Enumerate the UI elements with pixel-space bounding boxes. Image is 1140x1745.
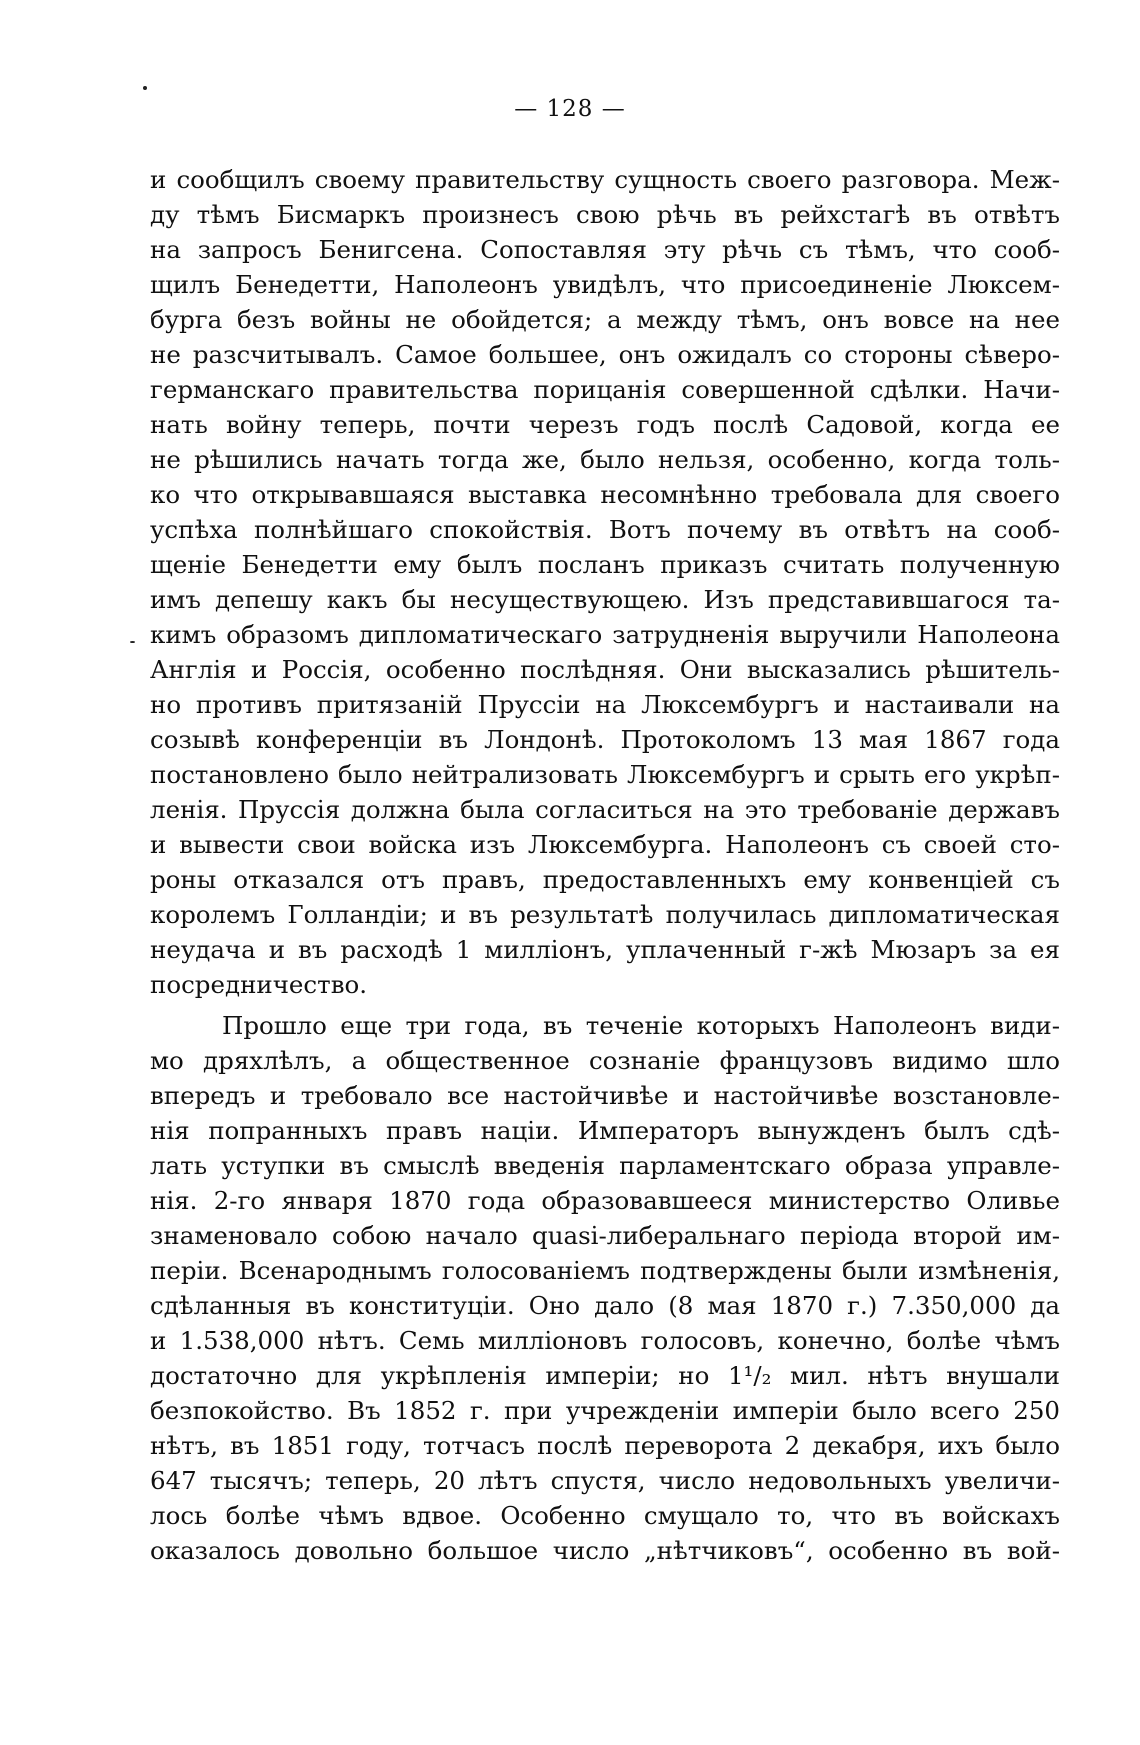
text-line: щилъ Бенедетти, Наполеонъ увидѣлъ, что присоединеніе Люксем-	[150, 270, 1060, 299]
page-number: — 128 —	[514, 96, 626, 122]
text-line: сдѣланныя въ конституціи. Оно дало (8 мая 1870 г.) 7.350,000 да	[150, 1291, 1060, 1320]
text-line: германскаго правительства порицанія совершенной сдѣлки. Начи-	[150, 375, 1060, 404]
text-line: достаточно для укрѣпленія имперіи; но 1¹/₂ мил. нѣтъ внушали	[150, 1361, 1060, 1390]
text-line: бурга безъ войны не обойдется; а между тѣмъ, онъ вовсе на нее	[150, 305, 1060, 334]
text-line: королемъ Голландіи; и въ результатѣ получилась дипломатическая	[150, 900, 1060, 929]
text-line: не рѣшились начать тогда же, было нельзя, особенно, когда толь-	[150, 445, 1060, 474]
text-line: и 1.538,000 нѣтъ. Семь милліоновъ голосовъ, конечно, болѣе чѣмъ	[150, 1326, 1060, 1355]
text-line: нать войну теперь, почти черезъ годъ послѣ Садовой, когда ее	[150, 410, 1060, 439]
text-line: имъ депешу какъ бы несуществующею. Изъ представившагося та-	[150, 585, 1060, 614]
text-line: на запросъ Бенигсена. Сопоставляя эту рѣчь съ тѣмъ, что сооб-	[150, 235, 1060, 264]
text-line: ко что открывавшаяся выставка несомнѣнно требовала для своего	[150, 480, 1060, 509]
text-line: 647 тысячъ; теперь, 20 лѣтъ спустя, число недовольныхъ увеличи-	[150, 1466, 1060, 1495]
text-line: не разсчитывалъ. Самое большее, онъ ожидалъ со стороны сѣверо-	[150, 340, 1060, 369]
ink-speck	[130, 641, 135, 643]
text-line: созывѣ конференціи въ Лондонѣ. Протоколомъ 13 мая 1867 года	[150, 725, 1060, 754]
text-line: Англія и Россія, особенно послѣдняя. Они высказались рѣшитель-	[150, 655, 1060, 684]
ink-speck	[143, 86, 147, 90]
text-line: посредничество.	[150, 970, 368, 999]
text-line: мо дряхлѣлъ, а общественное сознаніе французовъ видимо шло	[150, 1046, 1060, 1075]
text-line: постановлено было нейтрализовать Люксембургъ и срыть его укрѣп-	[150, 760, 1060, 789]
body-text	[150, 162, 1060, 1568]
text-line: знаменовало собою начало quasi-либеральнаго періода второй им-	[150, 1221, 1060, 1250]
text-line: періи. Всенароднымъ голосованіемъ подтверждены были измѣненія,	[150, 1256, 1060, 1285]
text-line: впередъ и требовало все настойчивѣе и настойчивѣе возстановле-	[150, 1081, 1060, 1110]
text-line: лать уступки въ смыслѣ введенія парламентскаго образа управле-	[150, 1151, 1060, 1180]
text-line: Прошло еще три года, въ теченіе которыхъ Наполеонъ види-	[222, 1011, 1060, 1040]
text-line: и вывести свои войска изъ Люксембурга. Наполеонъ съ своей сто-	[150, 830, 1060, 859]
paragraph	[150, 162, 1060, 1002]
text-line: ду тѣмъ Бисмаркъ произнесъ свою рѣчь въ рейхстагѣ въ отвѣтъ	[150, 200, 1060, 229]
text-line: нія. 2-го января 1870 года образовавшееся министерство Оливье	[150, 1186, 1060, 1215]
text-line: нѣтъ, въ 1851 году, тотчасъ послѣ переворота 2 декабря, ихъ было	[150, 1431, 1060, 1460]
text-line: оказалось довольно большое число „нѣтчиковъ“, особенно въ вой-	[150, 1536, 1060, 1565]
text-line: неудача и въ расходѣ 1 милліонъ, уплаченный г-жѣ Мюзаръ за ея	[150, 935, 1060, 964]
paragraph	[150, 1008, 1060, 1568]
text-line: и сообщилъ своему правительству сущность своего разговора. Меж-	[150, 165, 1060, 194]
text-line: безпокойство. Въ 1852 г. при учрежденіи имперіи было всего 250	[150, 1396, 1060, 1425]
text-line: успѣха полнѣйшаго спокойствія. Вотъ почему въ отвѣтъ на сооб-	[150, 515, 1060, 544]
text-line: щеніе Бенедетти ему былъ посланъ приказъ считать полученную	[150, 550, 1060, 579]
text-line: ленія. Пруссія должна была согласиться на это требованіе державъ	[150, 795, 1060, 824]
text-line: кимъ образомъ дипломатическаго затрудненія выручили Наполеона	[150, 620, 1060, 649]
text-line: лось болѣе чѣмъ вдвое. Особенно смущало то, что въ войскахъ	[150, 1501, 1060, 1530]
text-line: нія попранныхъ правъ націи. Императоръ вынужденъ былъ сдѣ-	[150, 1116, 1060, 1145]
text-line: но противъ притязаній Пруссіи на Люксембургъ и настаивали на	[150, 690, 1060, 719]
text-line: роны отказался отъ правъ, предоставленныхъ ему конвенціей съ	[150, 865, 1060, 894]
